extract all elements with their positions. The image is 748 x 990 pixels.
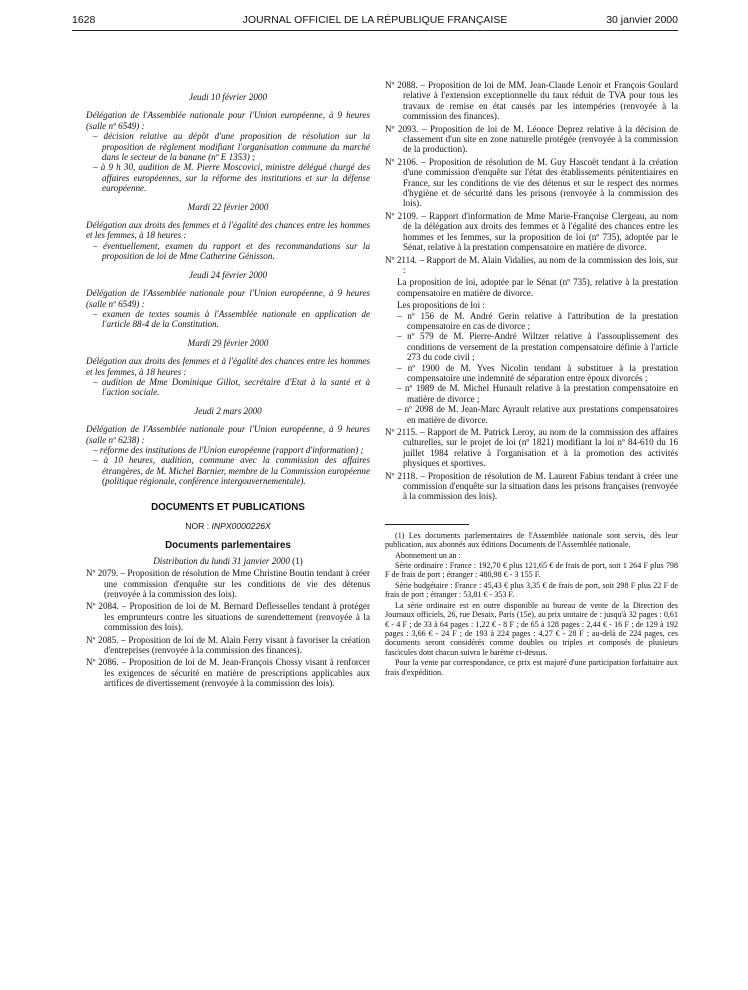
- left-column: [86, 78, 370, 689]
- propositions-heading: Les propositions de loi :: [397, 300, 485, 311]
- session-intro: Délégation de l'Assemblée nationale pour l'Union européenne, à 9 heures (salle nº 6549) :: [86, 110, 370, 131]
- header-rule: [72, 30, 678, 31]
- footnote-rule: [385, 524, 469, 525]
- report-subject: La proposition de loi, adoptée par le Sénat (nº 735), relative à la prestation compensatoire en matière de divorce.: [397, 277, 678, 298]
- session-block: [86, 92, 370, 194]
- section-heading-parliamentary: Documents parlementaires: [165, 540, 291, 552]
- agenda-item: – à 10 heures, audition, commune avec la commission des affaires étrangères, de M. Michel Barnier, membre de la Commission européenne (politique régionale, conférence intergouvernementale).: [93, 455, 370, 487]
- document-entry: Nº 2085. – Proposition de loi de M. Alain Ferry visant à favoriser la création d'entreprises (renvoyée à la commission des finances).: [86, 634, 370, 656]
- agenda-item: – examen de textes soumis à l'Assemblée nationale en application de l'article 88-4 de la Constitution.: [93, 308, 370, 330]
- session-block: [86, 202, 370, 262]
- session-date: Jeudi 2 mars 2000: [194, 405, 262, 416]
- agenda-item: – décision relative au dépôt d'une proposition de résolution sur la proposition de règlement modifiant l'organisation commune du marché dans le secteur de la banane (nº E 1353) ;: [93, 131, 370, 163]
- distribution-date: Distribution du lundi 31 janvier 2000: [153, 555, 290, 566]
- session-block: [86, 270, 370, 330]
- proposition-item: – nº 1989 de M. Michel Hunault relative à la prestation compensatoire en matière de divorce ;: [397, 383, 678, 404]
- document-entry: Nº 2086. – Proposition de loi de M. Jean-François Chossy visant à renforcer les exigences de sécurité en matière de prescriptions applicables aux artifices de divertissement (renvoyée à la commission des lois).: [86, 657, 370, 689]
- proposition-item: – nº 156 de M. André Gerin relative à l'attribution de la prestation compensatoire en cas de divorce ;: [397, 310, 678, 331]
- proposition-item: – nº 2098 de M. Jean-Marc Ayrault relative aux prestations compensatoires en matière de divorce.: [397, 404, 678, 425]
- session-intro: Délégation aux droits des femmes et à l'égalité des chances entre les hommes et les femmes, à 18 heures :: [86, 356, 370, 377]
- distribution-line: [86, 556, 370, 566]
- agenda-item: – audition de Mme Dominique Gillot, secrétaire d'Etat à la santé et à l'action sociale.: [93, 376, 370, 398]
- document-entry: Nº 2093. – Proposition de loi de M. Léonce Deprez relative à la décision de classement d'un site en zone naturelle protégée (renvoyée à la commission de la production).: [385, 123, 678, 155]
- nor-label: NOR :: [185, 521, 210, 531]
- footnote-text: Pour la vente par correspondance, ce prix est majoré d'une participation forfaitaire aux frais d'expédition.: [385, 658, 678, 677]
- agenda-item: – éventuellement, examen du rapport et des recommandations sur la proposition de loi de Mme Catherine Génisson.: [93, 240, 370, 262]
- proposition-item: – nº 1900 de M. Yves Nicolin tendant à substituer à la prestation compensatoire une indemnité de séparation entre époux divorcés ;: [397, 362, 678, 383]
- right-column: [385, 78, 678, 677]
- session-date: Mardi 29 février 2000: [187, 337, 269, 348]
- footnote-text: La série ordinaire est en outre disponible au bureau de vente de la Direction des Journaux officiels, 26, rue Desaix, Paris (15e), au prix unitaire de : jusqu'à 32 pages : 0,61 € - 4 F ; de 33 à 64 pages : 1,22 € - 8 F ; de 65 à 128 pages : 2,44 € - 16 F ; de 129 à 192 pages : 3,66 € - 24 F ; de 193 à 224 pages : 4,27 € - 28 F ; au-delà de 224 pages, ces documents seront considérés comme doubles ou triples et composés de plusieurs fascicules dont chacun suivra le barème ci-dessus.: [385, 600, 678, 657]
- session-date: Mardi 22 février 2000: [187, 201, 269, 212]
- footnote-text: Série ordinaire : France : 192,70 € plus 121,65 € de frais de port, soit 1 264 F plus 798 F de frais de port ; étranger : 480,98 € - 3 155 F.: [385, 561, 678, 580]
- section-heading-documents: DOCUMENTS ET PUBLICATIONS: [151, 501, 305, 513]
- footnote-marker: (1): [292, 555, 303, 566]
- session-date: Jeudi 10 février 2000: [188, 92, 268, 102]
- session-intro: Délégation de l'Assemblée nationale pour l'Union européenne, à 9 heures (salle nº 6238) :: [86, 424, 370, 445]
- session-block: [86, 338, 370, 398]
- agenda-item: – à 9 h 30, audition de M. Pierre Moscovici, ministre délégué chargé des affaires européennes, sur la réforme des institutions et sur la défense européenne.: [93, 162, 370, 194]
- footnote-text: (1) Les documents parlementaires de l'Assemblée nationale sont servis, dès leur publication, aux abonnés aux éditions Documents de l'Assemblée nationale.: [385, 530, 678, 550]
- document-entry: Nº 2114. – Rapport de M. Alain Vidalies, au nom de la commission des lois, sur :: [385, 254, 678, 275]
- session-block: [86, 406, 370, 487]
- document-entry: Nº 2079. – Proposition de résolution de Mme Christine Boutin tendant à créer une commission d'enquête sur les conditions de vie des détenus (renvoyée à la commission des lois).: [86, 568, 370, 600]
- nor-reference: [86, 521, 370, 531]
- session-intro: Délégation de l'Assemblée nationale pour l'Union européenne, à 9 heures (salle nº 6549) :: [86, 288, 370, 309]
- document-entry: Nº 2106. – Proposition de résolution de M. Guy Hascoët tendant à la création d'une commission d'enquête sur l'état des établissements pénitentiaires en France, sur les conditions de vie des détenus et sur le respect des normes d'hygiène et de sécurité dans les prisons (renvoyée à la commission des lois).: [385, 156, 678, 209]
- document-entry: Nº 2088. – Proposition de loi de MM. Jean-Claude Lenoir et François Goulard relative à l'extension exceptionnelle du taux réduit de TVA pour tous les travaux de remise en état causés par les intempéries (renvoyée à la commission des finances).: [385, 80, 678, 122]
- agenda-item: – réforme des institutions de l'Union européenne (rapport d'information) ;: [93, 444, 364, 455]
- page-number: 1628: [72, 14, 96, 26]
- proposition-item: – nº 579 de M. Pierre-André Wiltzer relative à l'assouplissement des conditions de versement de la prestation compensatoire définie à l'article 273 du code civil ;: [397, 331, 678, 363]
- session-intro: Délégation aux droits des femmes et à l'égalité des chances entre les hommes et les femmes, à 18 heures :: [86, 220, 370, 241]
- footnote-text: Série budgétaire : France : 45,43 € plus 3,35 € de frais de port, soit 298 F plus 22 F de frais de port ; étranger : 53,81 € - 353 F.: [385, 580, 678, 600]
- session-date: Jeudi 24 février 2000: [188, 269, 268, 280]
- document-entry: Nº 2109. – Rapport d'information de Mme Marie-Françoise Clergeau, au nom de la délégation aux droits des femmes et à l'égalité des chances entre les hommes et les femmes, sur la proposition de loi (nº 735), adoptée par le Sénat, relative à la prestation compensatoire en matière de divorce.: [385, 210, 678, 253]
- document-entry: Nº 2115. – Rapport de M. Patrick Leroy, au nom de la commission des affaires culturelles, sur le projet de loi (nº 1821) modifiant la loi nº 84-610 du 16 juillet 1984 relative à l'organisation et à la promotion des activités physiques et sportives.: [385, 427, 678, 469]
- issue-date: 30 janvier 2000: [606, 14, 678, 26]
- document-entry: Nº 2084. – Proposition de loi de M. Bernard Deflesselles tendant à protéger les emprunteurs contre les situations de surendettement (renvoyée à la commission des lois).: [86, 601, 370, 633]
- journal-title: JOURNAL OFFICIEL DE LA RÉPUBLIQUE FRANÇAISE: [242, 14, 508, 26]
- document-entry: Nº 2118. – Proposition de résolution de M. Laurent Fabius tendant à créer une commission d'enquête sur la situation dans les prisons françaises (renvoyée à la commission des lois).: [385, 470, 678, 502]
- footnote-text: Abonnement un an :: [395, 550, 461, 560]
- nor-code: INPX0000226X: [211, 521, 271, 531]
